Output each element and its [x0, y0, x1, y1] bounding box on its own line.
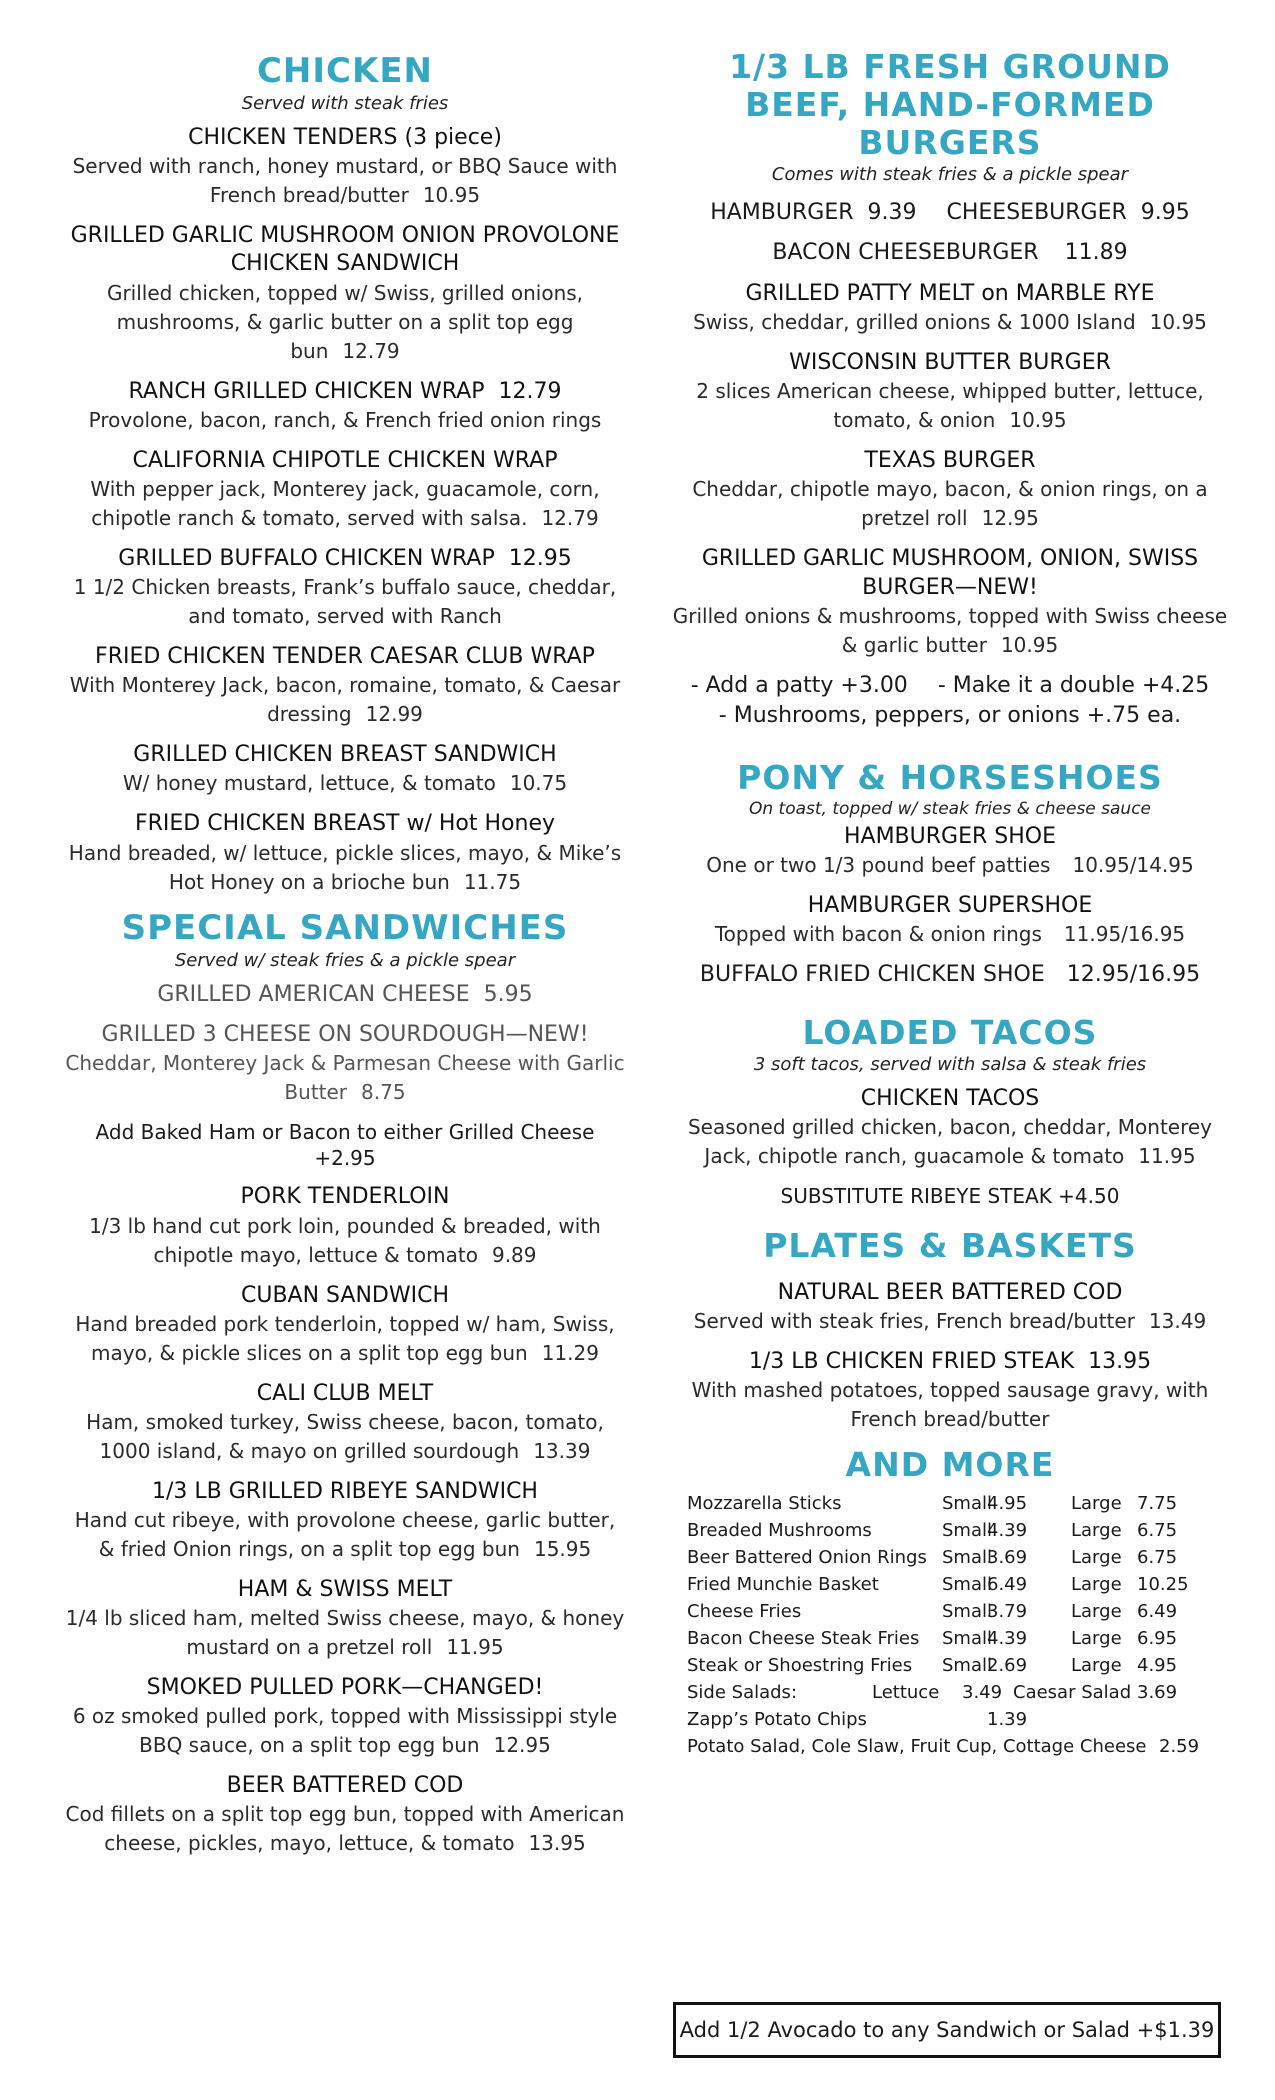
menu-item — [65, 1772, 625, 1858]
small-price: 4.95 — [987, 1493, 1028, 1515]
item-desc: Hand breaded, w/ lettuce, pickle slices, mayo, & Mike’s Hot Honey on a brioche bun — [68, 840, 622, 894]
burgers-subtitle: Comes with steak fries & a pickle spear — [771, 163, 1129, 185]
menu-item — [65, 378, 625, 435]
item-name: WISCONSIN BUTTER BURGER — [789, 350, 1111, 376]
and-more-title: AND MORE — [845, 1445, 1055, 1485]
item-price: 10.95 — [1149, 310, 1207, 335]
item-desc: W/ honey mustard, lettuce, & tomato — [122, 771, 496, 796]
menu-item — [665, 892, 1235, 949]
small-price: 3.69 — [987, 1547, 1028, 1569]
item-price: 11.75 — [463, 869, 522, 894]
menu-item — [65, 1380, 625, 1466]
size-label: Small — [942, 1547, 992, 1569]
menu-item — [65, 447, 625, 533]
pony-horseshoes-title: PONY & HORSESHOES — [737, 757, 1163, 797]
list-item — [687, 1490, 1235, 1517]
menu-item — [665, 280, 1235, 337]
item-price: 13.95 — [1088, 1349, 1152, 1374]
item-desc: 2 slices American cheese, whipped butter, lettuce, tomato, & onion — [696, 379, 1204, 433]
large-price: 6.75 — [1137, 1547, 1178, 1569]
item-name: Mozzarella Sticks — [687, 1493, 842, 1515]
addon-patty: - Add a patty +3.00 — [690, 672, 908, 698]
item-price: 9.39 — [867, 199, 917, 225]
item-desc: 6 oz smoked pulled pork, topped with Mississippi style BBQ sauce, on a split top egg bun — [72, 1704, 618, 1758]
menu-item — [65, 124, 625, 210]
menu-item — [65, 545, 625, 631]
item-name: CALIFORNIA CHIPOTLE CHICKEN WRAP — [132, 447, 558, 473]
item-price: 12.99 — [365, 702, 423, 727]
item-name: CALI CLUB MELT — [256, 1380, 434, 1406]
addon-veg: - Mushrooms, peppers, or onions +.75 ea. — [718, 703, 1182, 729]
item-name: BEER BATTERED COD — [226, 1773, 464, 1799]
avocado-addon-text: Add 1/2 Avocado to any Sandwich or Salad +$1.39 — [679, 2018, 1215, 2042]
item-price: 5.95 — [483, 981, 533, 1007]
menu-item — [65, 1674, 625, 1760]
item-price: 11.95 — [1138, 1143, 1196, 1168]
menu-item — [665, 1279, 1235, 1336]
item-name: GRILLED CHICKEN BREAST SANDWICH — [133, 742, 557, 768]
item-price: 10.95 — [1009, 408, 1067, 433]
item-desc: Served with steak fries, French bread/butter — [693, 1309, 1135, 1333]
item-name: Side Salads: — [687, 1682, 798, 1704]
item-desc: Swiss, cheddar, grilled onions & 1000 Island — [693, 310, 1136, 335]
item-desc: Served with ranch, honey mustard, or BBQ Sauce with French bread/butter — [72, 154, 618, 208]
menu-item — [65, 1183, 625, 1269]
item-name: PORK TENDERLOIN — [240, 1184, 450, 1210]
small-price: 2.69 — [987, 1655, 1028, 1677]
item-name: HAMBURGER SHOE — [843, 823, 1056, 849]
size-label: Small — [942, 1574, 992, 1596]
item-name: GRILLED GARLIC MUSHROOM ONION PROVOLONE CHICKEN SANDWICH — [70, 223, 620, 277]
list-item — [687, 1544, 1235, 1571]
item-desc: Cod fillets on a split top egg bun, topped with American cheese, pickles, mayo, lettuce, & tomato — [65, 1802, 625, 1856]
item-price: 11.89 — [1064, 240, 1128, 266]
menu-item — [65, 1478, 625, 1564]
special-sandwiches-subtitle: Served w/ steak fries & a pickle spear — [174, 949, 516, 971]
chicken-title: CHICKEN — [256, 51, 434, 91]
item-price: 9.89 — [491, 1242, 537, 1267]
addon-double: - Make it a double +4.25 — [937, 672, 1210, 698]
item-name: Bacon Cheese Steak Fries — [687, 1628, 920, 1650]
item-name: NATURAL BEER BATTERED COD — [777, 1279, 1123, 1305]
item-price: 12.79 — [498, 378, 562, 404]
list-item — [687, 1706, 1235, 1733]
list-item — [687, 1625, 1235, 1652]
option-price: 3.69 — [1137, 1682, 1178, 1704]
size-label: Small — [942, 1655, 992, 1677]
addon-note: Add Baked Ham or Bacon to either Grilled Cheese +2.95 — [95, 1120, 595, 1171]
item-desc: With Monterey Jack, bacon, romaine, tomato, & Caesar dressing — [69, 673, 621, 727]
item-desc: Ham, smoked turkey, Swiss cheese, bacon, tomato, 1000 island, & mayo on grilled sourdough — [86, 1409, 604, 1463]
menu-item — [665, 1085, 1235, 1171]
size-label: Large — [1071, 1493, 1122, 1515]
list-item — [687, 1652, 1235, 1679]
item-name: CHEESEBURGER — [946, 199, 1127, 225]
item-price: 12.95 — [493, 1733, 551, 1758]
item-price: 12.95 — [981, 506, 1039, 531]
item-price: 13.49 — [1148, 1309, 1207, 1333]
item-name: CUBAN SANDWICH — [240, 1282, 450, 1308]
item-price: 10.95/14.95 — [1072, 853, 1194, 878]
large-price: 6.75 — [1137, 1520, 1178, 1542]
item-price: 10.95 — [422, 183, 481, 208]
menu-item — [665, 1348, 1235, 1434]
burgers-title: 1/3 LB FRESH GROUND BEEF, HAND-FORMED BURGERS — [729, 47, 1171, 162]
item-name: GRILLED PATTY MELT on MARBLE RYE — [745, 281, 1155, 306]
large-price: 6.49 — [1137, 1601, 1178, 1623]
left-column — [65, 0, 625, 1870]
item-desc: One or two 1/3 pound beef patties — [706, 853, 1051, 878]
item-desc: 1 1/2 Chicken breasts, Frank’s buffalo sauce, cheddar, and tomato, served with Ranch — [73, 575, 617, 629]
and-more-list — [665, 1490, 1235, 1760]
item-name: CHICKEN TACOS — [860, 1085, 1040, 1111]
menu-item — [65, 1021, 625, 1107]
item-price: 12.95 — [508, 545, 572, 571]
item-price: 12.95/16.95 — [1066, 962, 1201, 988]
item-price: 15.95 — [533, 1536, 592, 1561]
menu-item — [65, 981, 625, 1010]
menu-item — [65, 1576, 625, 1662]
item-name: Zapp’s Potato Chips — [687, 1709, 867, 1731]
item-desc: Grilled onions & mushrooms, topped with Swiss cheese & garlic butter — [672, 603, 1228, 657]
menu-item — [65, 222, 625, 365]
menu-item — [665, 823, 1235, 880]
menu-item — [65, 810, 625, 896]
item-price: 13.95 — [528, 1831, 586, 1856]
item-name: Cheese Fries — [687, 1601, 802, 1623]
burger-prices-row — [665, 199, 1235, 228]
size-label: Large — [1071, 1547, 1122, 1569]
item-desc: 1/3 lb hand cut pork loin, pounded & breaded, with chipotle mayo, lettuce & tomato — [89, 1213, 601, 1267]
size-label: Small — [942, 1520, 992, 1542]
menu-item — [665, 349, 1235, 435]
item-name: 1/3 LB GRILLED RIBEYE SANDWICH — [152, 1478, 538, 1504]
size-label: Large — [1071, 1574, 1122, 1596]
small-price: 6.49 — [987, 1574, 1028, 1596]
item-desc: 1/4 lb sliced ham, melted Swiss cheese, mayo, & honey mustard on a pretzel roll — [65, 1606, 625, 1660]
menu-item — [65, 643, 625, 729]
item-price: 10.95 — [1000, 632, 1059, 657]
item-desc: Seasoned grilled chicken, bacon, cheddar, Monterey Jack, chipotle ranch, guacamole & tomato — [687, 1114, 1213, 1168]
item-name: TEXAS BURGER — [864, 448, 1036, 474]
item-name: Breaded Mushrooms — [687, 1520, 872, 1542]
item-desc: Topped with bacon & onion rings — [714, 922, 1042, 947]
size-label: Large — [1071, 1520, 1122, 1542]
substitute-note: SUBSTITUTE RIBEYE STEAK +4.50 — [780, 1183, 1120, 1208]
item-name: Fried Munchie Basket — [687, 1574, 879, 1596]
list-item — [687, 1571, 1235, 1598]
loaded-tacos-subtitle: 3 soft tacos, served with salsa & steak fries — [753, 1053, 1147, 1075]
size-label: Large — [1071, 1601, 1122, 1623]
item-name: HAMBURGER — [710, 199, 854, 225]
item-desc: Cheddar, chipotle mayo, bacon, & onion rings, on a pretzel roll — [692, 477, 1208, 531]
right-column — [665, 0, 1235, 2042]
chicken-subtitle: Served with steak fries — [241, 93, 449, 115]
item-name: GRILLED 3 CHEESE ON SOURDOUGH—NEW! — [101, 1022, 589, 1048]
item-desc: Hand breaded pork tenderloin, topped w/ ham, Swiss, mayo, & pickle slices on a split top egg bun — [75, 1311, 615, 1365]
menu-item — [665, 545, 1235, 659]
item-price: 12.79 — [541, 505, 599, 530]
small-price: 4.39 — [987, 1520, 1028, 1542]
size-label: Large — [1071, 1628, 1122, 1650]
item-price: 12.79 — [342, 338, 400, 363]
item-name: Beer Battered Onion Rings — [687, 1547, 927, 1569]
avocado-addon-box — [673, 2002, 1221, 2058]
menu-item — [665, 447, 1235, 533]
loaded-tacos-title: LOADED TACOS — [802, 1012, 1098, 1052]
item-desc: With pepper jack, Monterey jack, guacamole, corn, chipotle ranch & tomato, served with salsa. — [90, 476, 600, 530]
size-label: Small — [942, 1628, 992, 1650]
size-label: Small — [942, 1493, 992, 1515]
item-price: 8.75 — [361, 1080, 406, 1105]
menu-item — [665, 961, 1235, 990]
burger-addons — [665, 672, 1235, 701]
item-name: GRILLED BUFFALO CHICKEN WRAP — [118, 545, 495, 571]
list-item — [687, 1679, 1235, 1706]
item-price: 11.95/16.95 — [1063, 922, 1186, 947]
item-name: CHICKEN TENDERS (3 piece) — [188, 125, 502, 151]
size-label: Large — [1071, 1655, 1122, 1677]
item-desc: Hand cut ribeye, with provolone cheese, garlic butter, & fried Onion rings, on a split top egg bun — [74, 1507, 616, 1561]
item-name: BUFFALO FRIED CHICKEN SHOE — [699, 962, 1045, 988]
menu-item — [665, 239, 1235, 268]
option-label: Caesar Salad — [1013, 1682, 1132, 1704]
item-name: 1/3 LB CHICKEN FRIED STEAK — [748, 1349, 1075, 1374]
item-price: 10.75 — [509, 771, 568, 796]
item-desc: Provolone, bacon, ranch, & French fried onion rings — [88, 407, 602, 432]
item-name: FRIED CHICKEN BREAST w/ Hot Honey — [134, 811, 556, 837]
item-name: FRIED CHICKEN TENDER CAESAR CLUB WRAP — [95, 644, 595, 670]
item-price: 11.29 — [541, 1340, 599, 1365]
item-name: RANCH GRILLED CHICKEN WRAP — [128, 378, 485, 404]
item-price: 9.95 — [1140, 199, 1190, 225]
size-label: Small — [942, 1601, 992, 1623]
item-name: Potato Salad, Cole Slaw, Fruit Cup, Cottage Cheese — [687, 1736, 1147, 1758]
item-name: GRILLED GARLIC MUSHROOM, ONION, SWISS BURGER—NEW! — [701, 546, 1199, 600]
small-price: 4.39 — [987, 1628, 1028, 1650]
list-item — [687, 1733, 1235, 1760]
item-desc: Cheddar, Monterey Jack & Parmesan Cheese with Garlic Butter — [65, 1051, 625, 1105]
item-desc: Grilled chicken, topped w/ Swiss, grilled onions, mushrooms, & garlic butter on a split top egg bun — [106, 280, 584, 363]
item-name: SMOKED PULLED PORK—CHANGED! — [146, 1675, 544, 1701]
item-price: 13.39 — [533, 1438, 591, 1463]
large-price: 10.25 — [1137, 1574, 1189, 1596]
small-price: 3.79 — [987, 1601, 1028, 1623]
item-name: HAM & SWISS MELT — [237, 1576, 453, 1602]
item-name: GRILLED AMERICAN CHEESE — [157, 981, 470, 1007]
item-name: BACON CHEESEBURGER — [772, 240, 1039, 266]
item-name: HAMBURGER SUPERSHOE — [807, 893, 1093, 919]
item-name: Steak or Shoestring Fries — [687, 1655, 913, 1677]
list-item — [687, 1598, 1235, 1625]
menu-item — [65, 741, 625, 798]
large-price: 6.95 — [1137, 1628, 1178, 1650]
large-price: 4.95 — [1137, 1655, 1178, 1677]
item-price: 11.95 — [446, 1635, 504, 1660]
item-desc: With mashed potatoes, topped sausage gravy, with French bread/butter — [691, 1378, 1209, 1432]
option-label: Lettuce — [872, 1682, 940, 1704]
menu-item — [65, 1282, 625, 1368]
item-price: 1.39 — [987, 1709, 1028, 1731]
large-price: 7.75 — [1137, 1493, 1178, 1515]
list-item — [687, 1517, 1235, 1544]
pony-horseshoes-subtitle: On toast, topped w/ steak fries & cheese sauce — [748, 798, 1152, 819]
special-sandwiches-title: SPECIAL SANDWICHES — [121, 907, 569, 948]
option-price: 3.49 — [962, 1682, 1003, 1704]
plates-baskets-title: PLATES & BASKETS — [763, 1225, 1137, 1265]
item-price: 2.59 — [1159, 1736, 1200, 1758]
